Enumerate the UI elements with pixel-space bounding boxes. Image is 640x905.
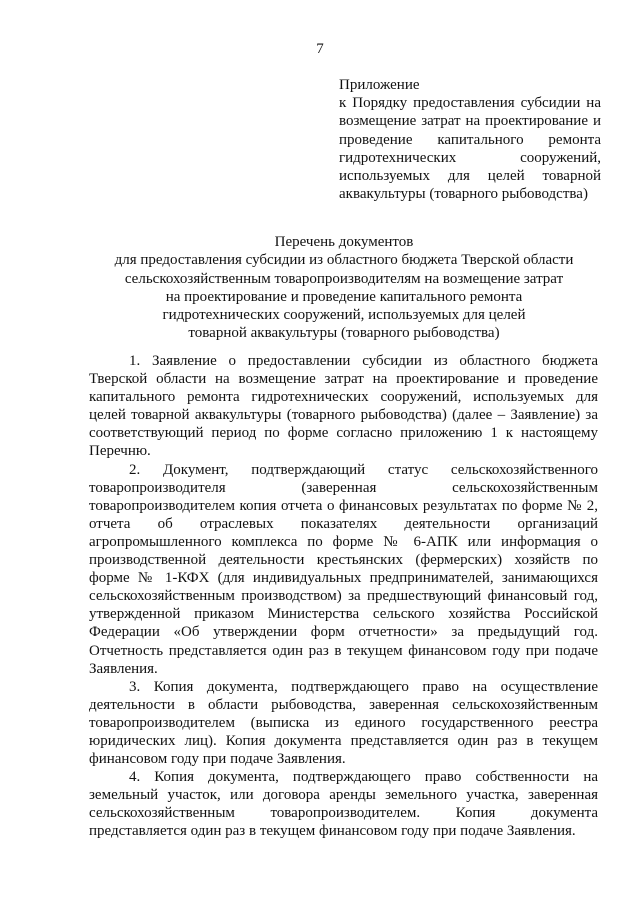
list-item-1: 1. Заявление о предоставлении субсидии из областного бюджета Тверской области на возмещение затрат на проектирование и проведение капитального ремонта гидротехнических сооружений, используемых для целей товарной аквакультуры (товарного рыбоводства) (далее – Заявление) за соответствующий период по форме согласно приложению 1 к настоящему Перечню.	[89, 353, 598, 460]
title-line: для предоставления субсидии из областного бюджета Тверской области	[114, 252, 574, 269]
document-list	[89, 352, 598, 841]
page-number: 7	[316, 41, 324, 57]
list-item-4: 4. Копия документа, подтверждающего право собственности на земельный участок, или договора аренды земельного участка, заверенная сельскохозяйственным товаропроизводителем. Копия документа представляется один раз в текущем финансовом году при подаче Заявления.	[89, 769, 598, 840]
document-title	[80, 233, 608, 343]
appendix-block	[339, 76, 601, 203]
title-line: Перечень документов	[274, 234, 414, 250]
appendix-label: Приложение	[339, 77, 420, 93]
title-line: товарной аквакультуры (товарного рыбоводства)	[188, 325, 500, 342]
title-line: гидротехнических сооружений, используемых для целей	[162, 307, 526, 324]
title-line: сельскохозяйственным товаропроизводителям на возмещение затрат	[124, 270, 564, 287]
title-line: на проектирование и проведение капитального ремонта	[165, 288, 523, 305]
appendix-text: к Порядку предоставления субсидии на возмещение затрат на проектирование и проведение капитального ремонта гидротехнических сооружений, используемых для целей товарной аквакультуры (товарного рыбоводства)	[339, 95, 601, 203]
list-item-2: 2. Документ, подтверждающий статус сельскохозяйственного товаропроизводителя (заверенная сельскохозяйственным товаропроизводителем копия отчета о финансовых результатах по форме № 2, отчета об отраслевых показателях деятельности организаций агропромышленного комплекса по форме № 6-АПК или информация о производственной деятельности крестьянских (фермерских) хозяйств по форме № 1-КФХ (для индивидуальных предпринимателей, занимающихся сельскохозяйственным производством) за предшествующий финансовый год, утвержденной приказом Министерства сельского хозяйства Российской Федерации «Об утверждении форм отчетности» за предыдущий год. Отчетность представляется один раз в текущем финансовом году при подаче Заявления.	[89, 461, 598, 677]
list-item-3: 3. Копия документа, подтверждающего право на осуществление деятельности в области рыбоводства, заверенная сельскохозяйственным товаропроизводителем (выписка из единого государственного реестра юридических лиц). Копия документа представляется один раз в текущем финансовом году при подаче Заявления.	[89, 678, 598, 768]
